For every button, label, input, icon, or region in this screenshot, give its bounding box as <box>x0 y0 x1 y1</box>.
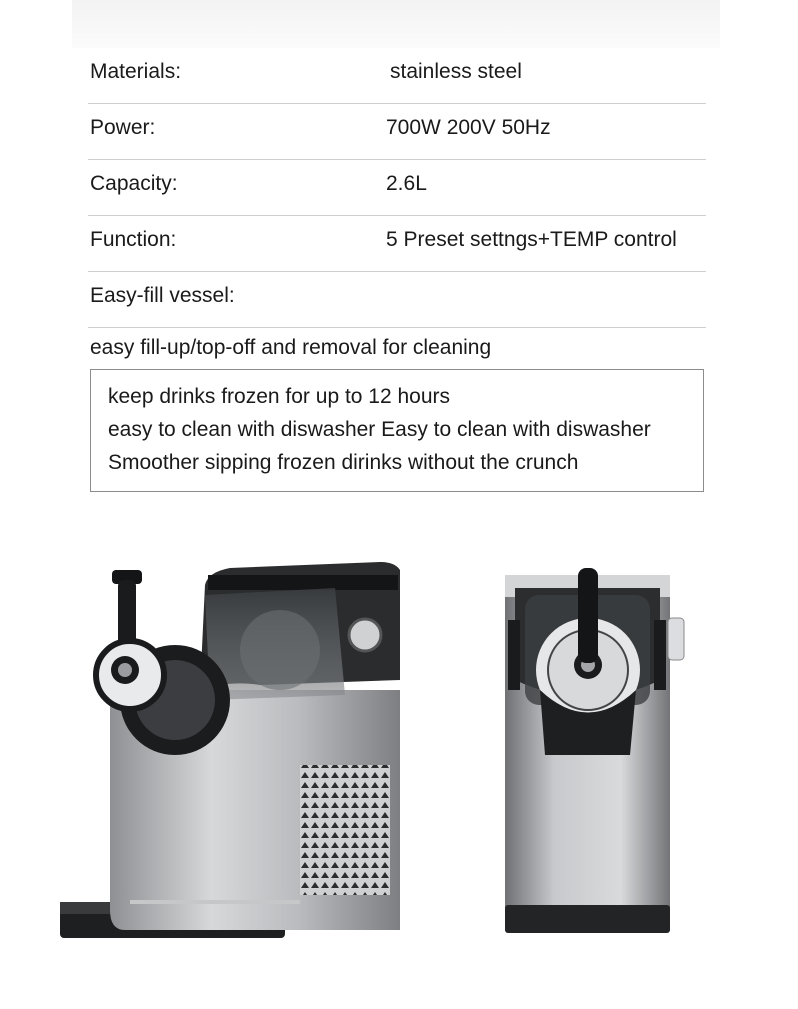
spec-row-easy-fill <box>88 272 706 328</box>
spec-value: 700W 200V 50Hz <box>386 116 551 139</box>
feature-line: easy to clean with diswasher Easy to clean with diswasher <box>108 418 651 441</box>
front-view-image <box>505 568 684 933</box>
spec-row-function <box>88 216 706 272</box>
product-images <box>0 540 798 950</box>
feature-line: keep drinks frozen for up to 12 hours <box>108 385 451 408</box>
vessel-note: easy fill-up/top-off and removal for cleaning <box>90 336 492 359</box>
spec-value: 5 Preset settngs+TEMP control <box>386 228 677 251</box>
spec-label: Power: <box>90 116 156 139</box>
side-view-image <box>60 562 400 938</box>
spec-row-capacity <box>88 160 706 216</box>
spec-table <box>88 48 706 328</box>
feature-line: Smoother sipping frozen dirinks without the crunch <box>108 451 579 474</box>
spec-label: Materials: <box>90 60 182 83</box>
spec-label: Function: <box>90 228 177 251</box>
spec-label: Easy-fill vessel: <box>90 284 235 307</box>
spec-row-power <box>88 104 706 160</box>
spec-row-materials <box>88 48 706 104</box>
spec-value: 2.6L <box>386 172 427 195</box>
spec-label: Capacity: <box>90 172 178 195</box>
spec-value: stainless steel <box>390 60 522 83</box>
top-shade <box>72 0 720 48</box>
feature-box <box>90 369 704 492</box>
